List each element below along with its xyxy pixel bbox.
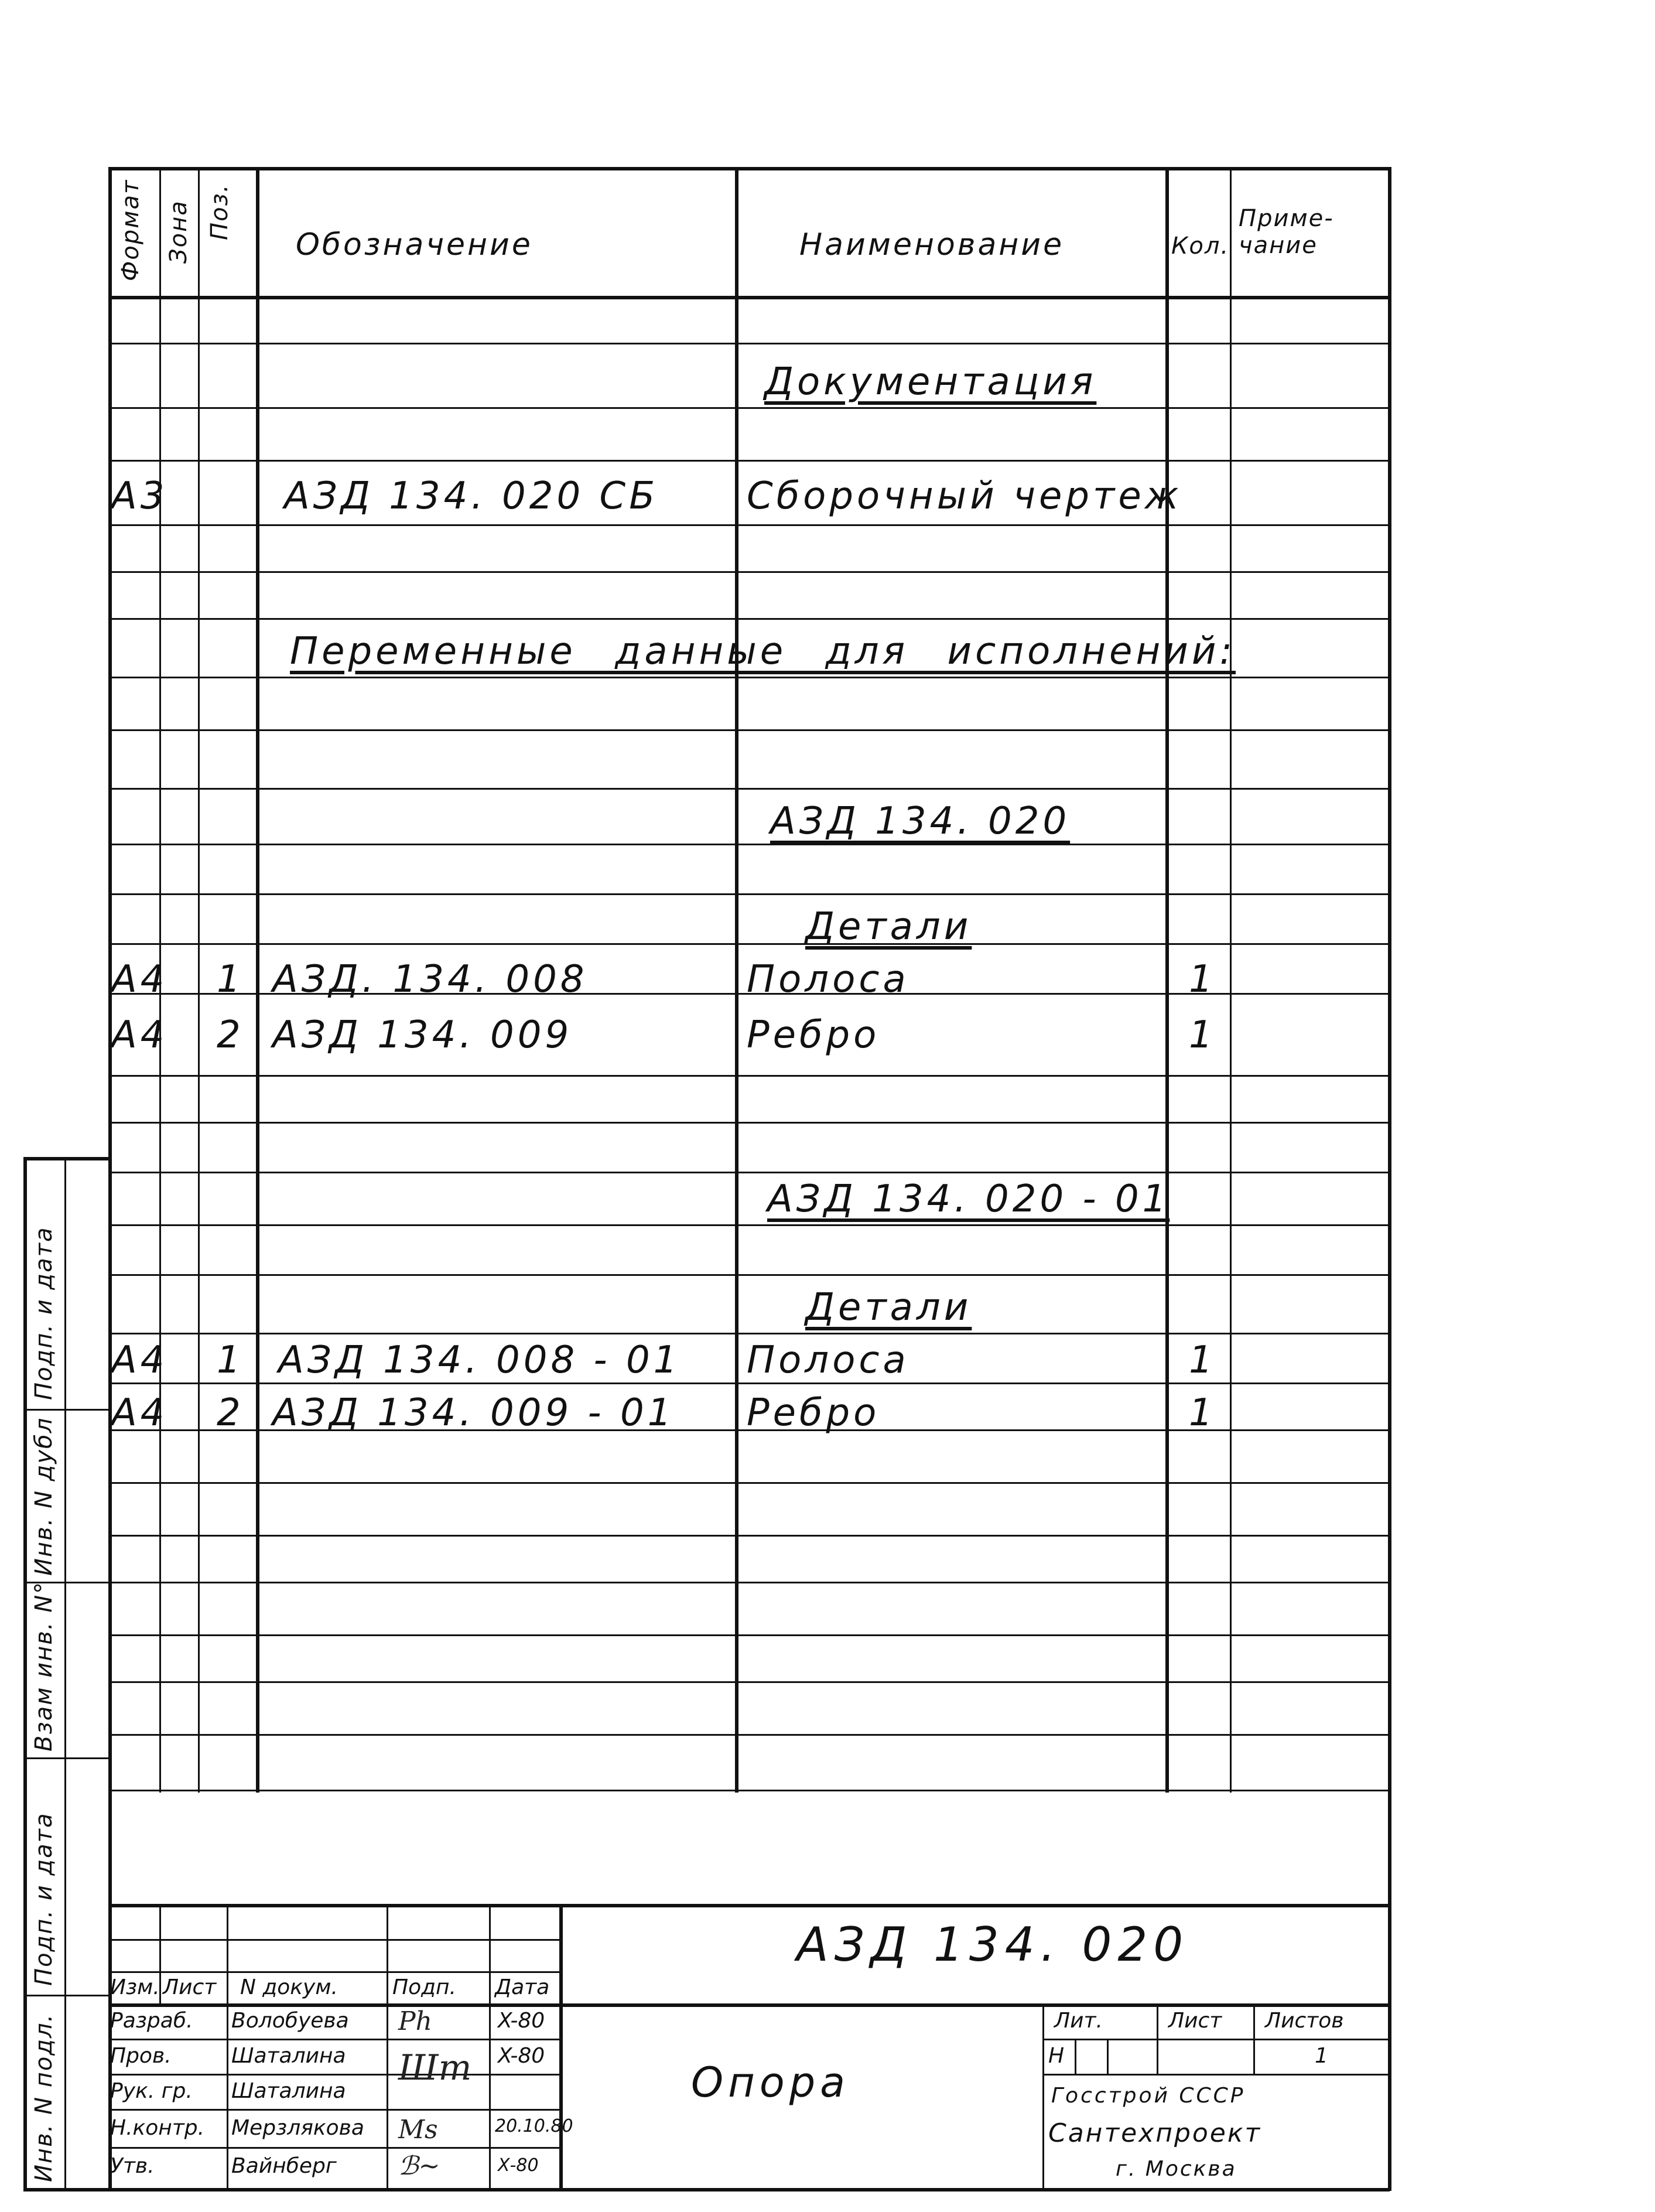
row-1-name: Сборочный чертеж (747, 475, 1182, 518)
col-line (198, 167, 200, 1793)
lit-label: Лит. (1054, 2009, 1103, 2033)
side-strip-line (23, 1157, 110, 1160)
staff-role: Рук. гр. (110, 2079, 193, 2103)
row-3-designation: АЗД 134. 009 (272, 1013, 573, 1057)
row-line (108, 729, 1390, 731)
title-line (108, 2003, 1390, 2007)
listov-value: 1 (1315, 2044, 1328, 2068)
row-5-pos: 2 (217, 1391, 244, 1435)
row-line (108, 343, 1390, 344)
section-variant-1: АЗД 134. 020 (770, 800, 1071, 843)
title-col-line (1253, 2003, 1255, 2074)
staff-date: X-80 (498, 2044, 545, 2068)
frame-right-border (1388, 167, 1391, 2191)
col-line (1230, 167, 1232, 1793)
section-variant-2: АЗД 134. 020 - 01 (767, 1177, 1170, 1221)
row-4-format: А4 (111, 1339, 168, 1382)
signature: ℬ~ (398, 2151, 440, 2181)
row-5-designation: АЗД 134. 009 - 01 (272, 1391, 675, 1435)
org-line-1: Госстрой СССР (1051, 2084, 1246, 2108)
row-line (108, 1333, 1390, 1334)
title-line (1042, 2039, 1390, 2040)
row-3-format: А4 (111, 1013, 168, 1057)
row-4-pos: 1 (217, 1339, 244, 1382)
header-format: Формат (117, 179, 144, 281)
side-label-inv-podl: Инв. N подл. (30, 2013, 57, 2182)
header-bottom-line (108, 296, 1390, 299)
side-strip-line (23, 1757, 110, 1759)
staff-role: Разраб. (110, 2009, 193, 2033)
row-4-designation: АЗД 134. 008 - 01 (278, 1339, 681, 1382)
col-line (256, 167, 259, 1793)
title-col-line (1042, 2003, 1044, 2191)
row-line (108, 1172, 1390, 1173)
row-line (108, 893, 1390, 895)
org-line-3: г. Москва (1116, 2157, 1237, 2181)
row-line (108, 1482, 1390, 1484)
staff-role: Н.контр. (110, 2116, 205, 2140)
header-zone: Зона (165, 200, 192, 264)
row-3-pos: 2 (217, 1013, 244, 1057)
header-designation: Обозначение (296, 227, 533, 262)
staff-role: Утв. (110, 2154, 155, 2178)
title-doc-number: АЗД 134. 020 (796, 1917, 1189, 1972)
side-strip-line (23, 2188, 110, 2191)
staff-name: Мерзлякова (231, 2116, 364, 2140)
list-label: Лист (1168, 2009, 1222, 2033)
col-line (1165, 167, 1169, 1793)
section-documentation: Документация (764, 360, 1097, 404)
side-strip-border (23, 1157, 27, 2191)
row-line (108, 1535, 1390, 1537)
row-2-designation: АЗД. 134. 008 (272, 958, 588, 1001)
side-strip-line (23, 1409, 110, 1411)
row-5-name: Ребро (747, 1391, 880, 1435)
row-line (108, 460, 1390, 462)
header-name: Наименование (799, 227, 1065, 262)
staff-date: Х-80 (498, 2155, 539, 2176)
row-line (108, 844, 1390, 845)
row-line (108, 1122, 1390, 1124)
signature: Ms (398, 2115, 438, 2145)
row-1-designation: АЗД 134. 020 СБ (284, 475, 659, 518)
title-col-line (559, 1904, 563, 2191)
staff-role: Пров. (110, 2044, 172, 2068)
title-block-top-line (108, 1904, 1390, 1907)
row-line (108, 1582, 1390, 1583)
title-col-line (227, 1904, 228, 2191)
row-line (108, 1634, 1390, 1636)
row-5-format: А4 (111, 1391, 168, 1435)
side-strip-divider (64, 1157, 66, 2191)
section-variable-data: Переменные данные для исполнений: (290, 630, 1236, 673)
lit-value: Н (1048, 2044, 1065, 2068)
title-line (108, 2039, 559, 2040)
row-5-qty: 1 (1189, 1391, 1216, 1435)
col-list: Лист (163, 1975, 217, 1999)
title-col-line (1157, 2003, 1158, 2074)
side-label-podp-data-top: Подп. и дата (30, 1226, 57, 1400)
row-line (108, 524, 1390, 526)
row-line (108, 1274, 1390, 1276)
staff-name: Вайнберг (231, 2154, 337, 2178)
row-line (108, 618, 1390, 620)
title-line (108, 1939, 559, 1941)
title-line (108, 1971, 559, 1973)
title-line (1042, 2074, 1390, 2076)
row-2-pos: 1 (217, 958, 244, 1001)
header-note: Приме- чание (1239, 205, 1334, 259)
title-col-line (387, 1904, 388, 2191)
col-line (735, 167, 738, 1793)
row-line (108, 1075, 1390, 1077)
row-line (108, 571, 1390, 573)
side-label-podp-data-bottom: Подп. и дата (30, 1812, 57, 1986)
side-label-inv-dubl: Инв. N дубл (30, 1416, 57, 1576)
staff-date: 20.10.80 (495, 2116, 573, 2136)
row-line (108, 1383, 1390, 1384)
row-2-qty: 1 (1189, 958, 1216, 1001)
section-details-2: Детали (805, 1286, 972, 1329)
title-col-line (489, 1904, 491, 2191)
row-line (108, 943, 1390, 945)
title-line (108, 2109, 559, 2111)
header-qty: Кол. (1171, 233, 1230, 260)
title-col-line (1107, 2039, 1109, 2074)
row-line (108, 1224, 1390, 1226)
row-4-qty: 1 (1189, 1339, 1216, 1382)
signature: Шm (398, 2047, 472, 2088)
title-col-line (1075, 2039, 1076, 2074)
side-label-vzam-inv: Взам инв. N° (30, 1581, 57, 1752)
staff-date: X-80 (498, 2009, 545, 2033)
title-line (108, 2074, 559, 2076)
col-ndokum: N докум. (240, 1975, 338, 1999)
header-pos: Поз. (206, 183, 233, 240)
col-izm: Изм. (110, 1975, 160, 1999)
row-1-format: А3 (111, 475, 168, 518)
row-line (108, 788, 1390, 790)
row-2-name: Полоса (747, 958, 909, 1001)
row-line (108, 1681, 1390, 1683)
row-line (108, 1734, 1390, 1736)
listov-label: Листов (1265, 2009, 1344, 2033)
staff-name: Шаталина (231, 2044, 346, 2068)
row-line (108, 407, 1390, 409)
row-line (108, 1790, 1390, 1791)
row-3-qty: 1 (1189, 1013, 1216, 1057)
row-3-name: Ребро (747, 1013, 880, 1057)
frame-top-border (108, 167, 1390, 170)
title-line (108, 2147, 559, 2149)
staff-name: Волобуева (231, 2009, 349, 2033)
title-name: Опора (691, 2059, 850, 2107)
staff-name: Шаталина (231, 2079, 346, 2103)
row-2-format: А4 (111, 958, 168, 1001)
frame-bottom-border (108, 2188, 1390, 2191)
org-line-2: Сантехпроект (1048, 2118, 1262, 2148)
signature: Ph (398, 2006, 432, 2036)
frame-left-border (108, 167, 112, 2191)
row-4-name: Полоса (747, 1339, 909, 1382)
side-strip-line (23, 1995, 110, 1996)
col-data: Дата (495, 1975, 550, 1999)
row-line (108, 677, 1390, 678)
col-podp: Подп. (392, 1975, 456, 1999)
section-details-1: Детали (805, 905, 972, 948)
